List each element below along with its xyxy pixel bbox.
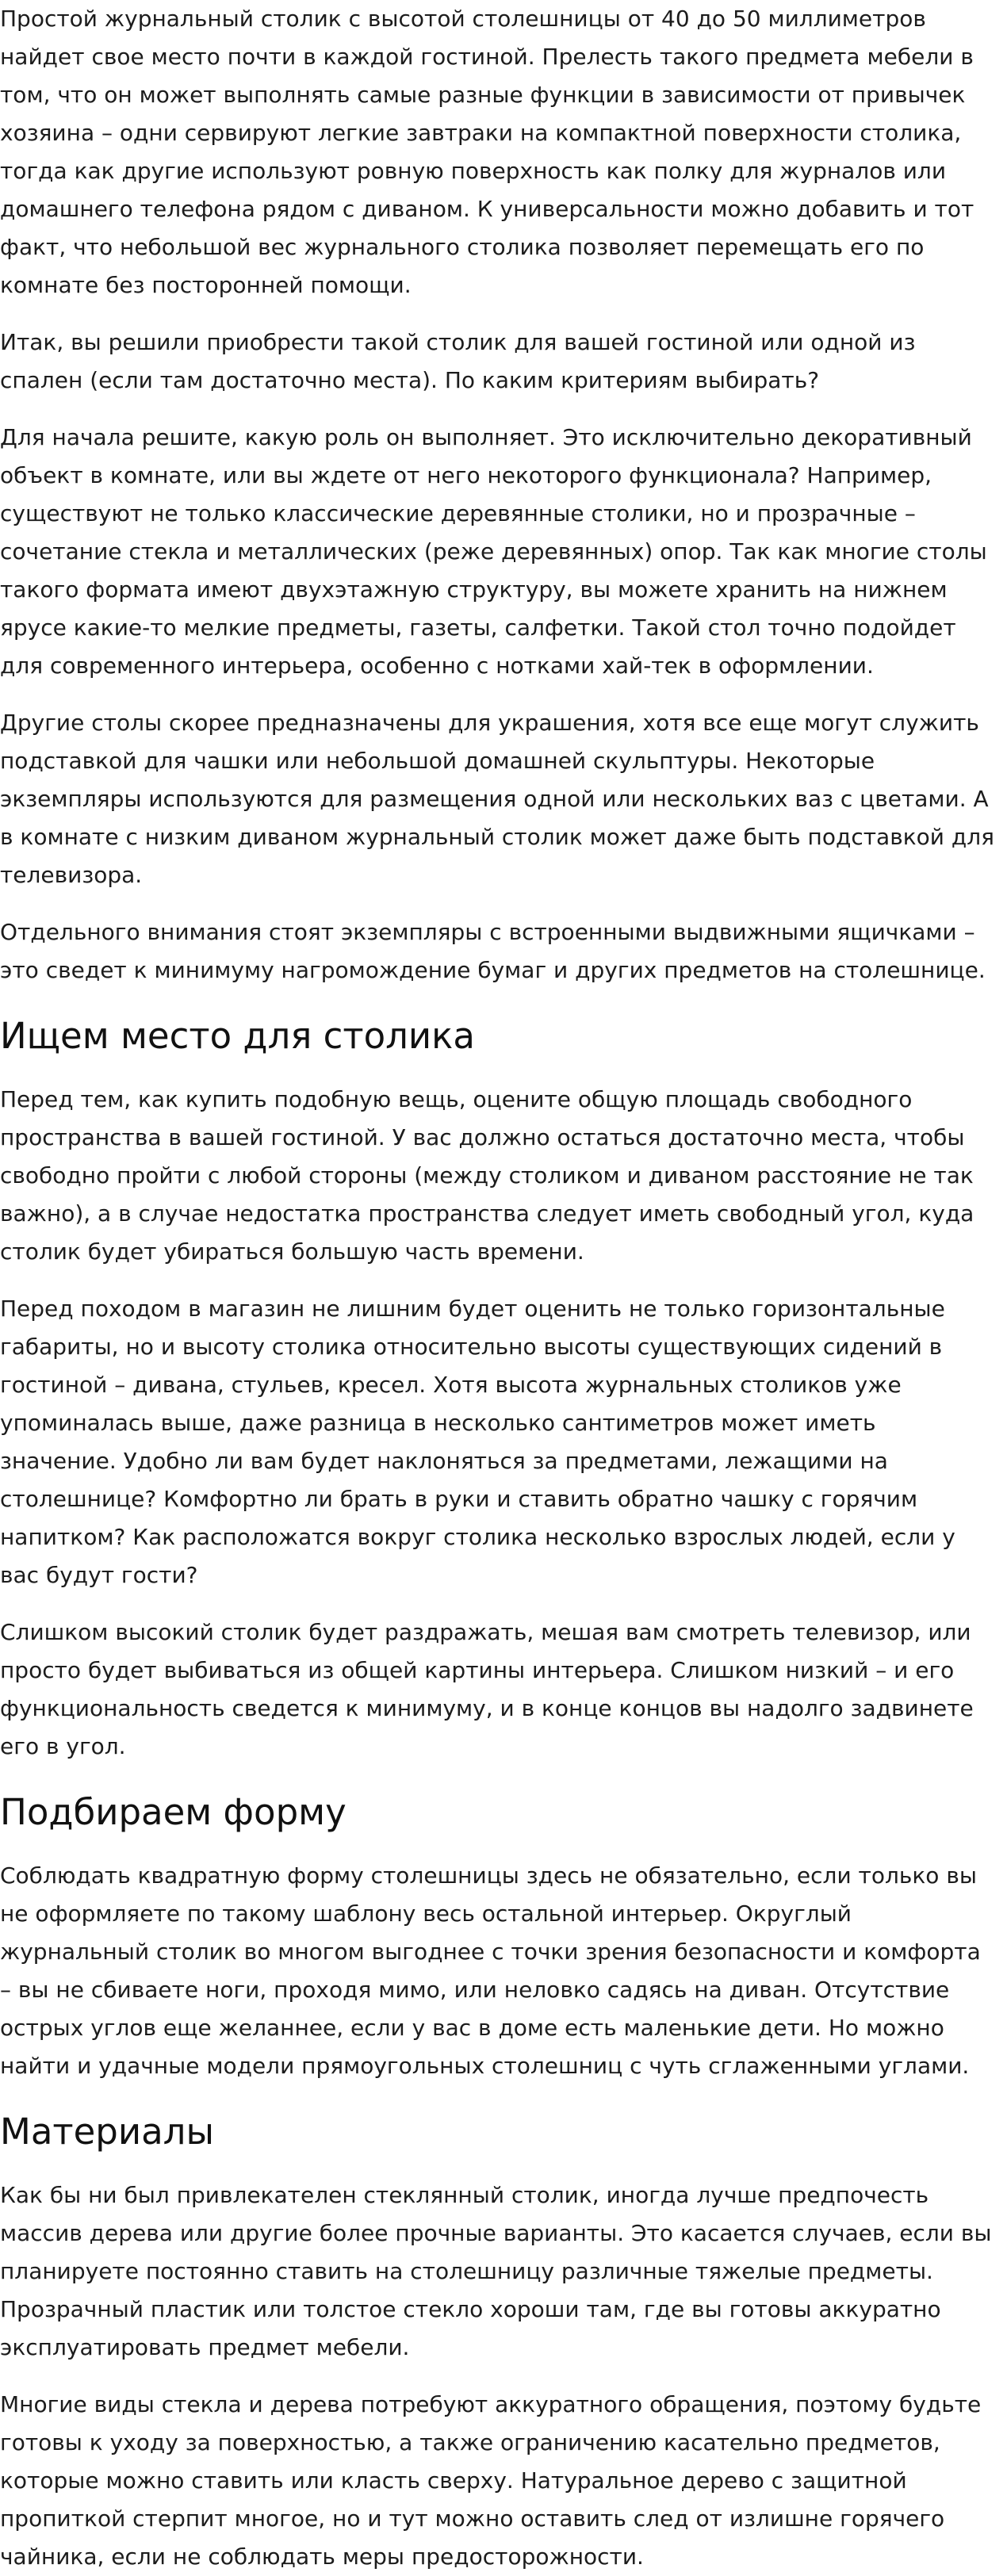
placement-paragraph-3: Слишком высокий столик будет раздражать, мешая вам смотреть телевизор, или просто будет выбиваться из общей картины интерьера. Слишком низкий – и его функциональность сведется к минимуму, и в конце концов вы надолго задвинете его в угол.	[0, 1619, 974, 1759]
intro-paragraph-5: Отдельного внимания стоят экземпляры с встроенными выдвижными ящичками – это сведет к минимуму нагромождение бумаг и других предметов на столешнице.	[0, 919, 986, 983]
materials-paragraph-1: Как бы ни был привлекателен стеклянный столик, иногда лучше предпочесть массив дерева или другие более прочные варианты. Это касается случаев, если вы планируете постоянно ставить на столешницу различные тяжелые предметы. Прозрачный пластик или толстое стекло хороши там, где вы готовы аккуратно эксплуатировать предмет мебели.	[0, 2182, 992, 2360]
section-heading-placement: Ищем место для столика	[0, 1015, 475, 1057]
intro-paragraph-1: Простой журнальный столик с высотой столешницы от 40 до 50 миллиметров найдет свое место почти в каждой гостиной. Прелесть такого предмета мебели в том, что он может выполнять самые разные функции в зависимости от привычек хозяина – одни сервируют легкие завтраки на компактной поверхности столика, тогда как другие используют ровную поверхность как полку для журналов или домашнего телефона рядом с диваном. К универсальности можно добавить и тот факт, что небольшой вес журнального столика позволяет перемещать его по комнате без посторонней помощи.	[0, 6, 974, 298]
shape-paragraph-1: Соблюдать квадратную форму столешницы здесь не обязательно, если только вы не оформляете по такому шаблону весь остальной интерьер. Округлый журнальный столик во многом выгоднее с точки зрения безопасности и комфорта – вы не сбиваете ноги, проходя мимо, или неловко садясь на диван. Отсутствие острых углов еще желаннее, если у вас в доме есть маленькие дети. Но можно найти и удачные модели прямоугольных столешниц с чуть сглаженными углами.	[0, 1862, 981, 2079]
section-heading-shape: Подбираем форму	[0, 1791, 347, 1833]
placement-paragraph-1: Перед тем, как купить подобную вещь, оцените общую площадь свободного пространства в вашей гостиной. У вас должно остаться достаточно места, чтобы свободно пройти с любой стороны (между столиком и диваном расстояние не так важно), а в случае недостатка пространства следует иметь свободный угол, куда столик будет убираться большую часть времени.	[0, 1086, 974, 1265]
intro-paragraph-2: Итак, вы решили приобрести такой столик для вашей гостиной или одной из спален (если там достаточно места). По каким критериям выбирать?	[0, 329, 916, 393]
intro-paragraph-4: Другие столы скорее предназначены для украшения, хотя все еще могут служить подставкой для чашки или небольшой домашней скульптуры. Некоторые экземпляры используются для размещения одной или нескольких ваз с цветами. А в комнате с низким диваном журнальный столик может даже быть подставкой для телевизора.	[0, 710, 994, 888]
placement-paragraph-2: Перед походом в магазин не лишним будет оценить не только горизонтальные габариты, но и высоту столика относительно высоты существующих сидений в гостиной – дивана, стульев, кресел. Хотя высота журнальных столиков уже упоминалась выше, даже разница в несколько сантиметров может иметь значение. Удобно ли вам будет наклоняться за предметами, лежащими на столешнице? Комфортно ли брать в руки и ставить обратно чашку с горячим напитком? Как расположатся вокруг столика несколько взрослых людей, если у вас будут гости?	[0, 1296, 955, 1588]
intro-paragraph-3: Для начала решите, какую роль он выполняет. Это исключительно декоративный объект в комнате, или вы ждете от него некоторого функционала? Например, существуют не только классические деревянные столики, но и прозрачные – сочетание стекла и металлических (реже деревянных) опор. Так как многие столы такого формата имеют двухэтажную структуру, вы можете хранить на нижнем ярусе какие-то мелкие предметы, газеты, салфетки. Такой стол точно подойдет для современного интерьера, особенно с нотками хай-тек в оформлении.	[0, 424, 987, 679]
section-heading-materials: Материалы	[0, 2111, 214, 2153]
materials-paragraph-2: Многие виды стекла и дерева потребуют аккуратного обращения, поэтому будьте готовы к уходу за поверхностью, а также ограничению касательно предметов, которые можно ставить или класть сверху. Натуральное дерево с защитной пропиткой стерпит многое, но и тут можно оставить след от излишне горячего чайника, если не соблюдать меры предосторожности.	[0, 2391, 982, 2570]
